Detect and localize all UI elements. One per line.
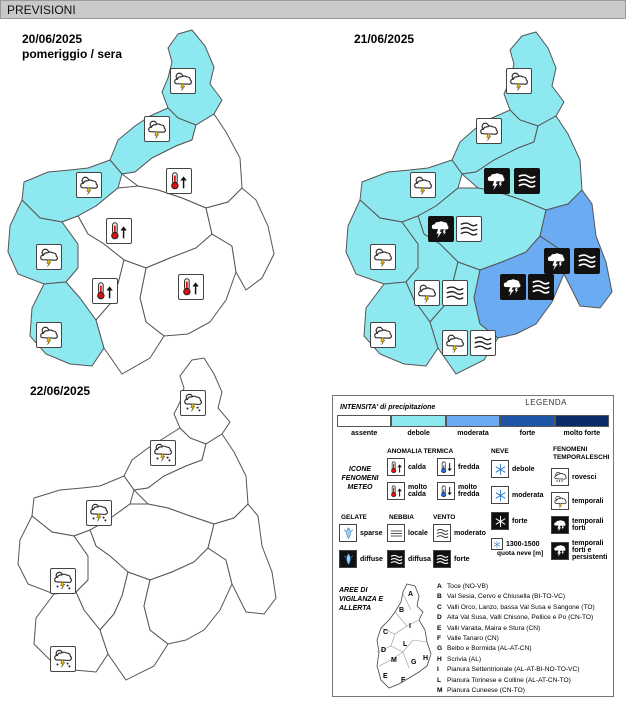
legend-panel [332, 395, 614, 697]
strong-storm-icon [544, 248, 570, 274]
legend-quota-label: quota neve [m] [497, 550, 544, 557]
hot-anomaly-icon [106, 218, 132, 244]
zones-minimap [373, 582, 435, 694]
aree-title: AREE DI VIGILANZA E ALLERTA [339, 587, 384, 612]
zone-item: E Valli Varaita, Maira e Stura (CN) [437, 624, 541, 632]
strong-wind-icon [433, 550, 451, 568]
minimap-letter: B [399, 607, 405, 614]
zone-item: I Pianura Settentrionale (AL-AT-BI-NO-TO-VC) [437, 666, 580, 674]
strong-storm-icon [500, 274, 526, 300]
legend-nebbia-diffusa: diffusa [387, 550, 431, 568]
legend-title: LEGENDA [525, 398, 567, 407]
legend-nebbia-locale: locale [387, 524, 428, 542]
legend-quota: 1300-1500 [491, 538, 539, 550]
zone-item: A Toce (NO-VB) [437, 583, 489, 590]
moderate-wind-icon [442, 280, 468, 306]
icons-title: ICONE FENOMENI METEO [341, 466, 379, 491]
storm-icon [36, 244, 62, 270]
storm-with-showers-icon [150, 440, 176, 466]
strong-storm-icon [428, 216, 454, 242]
minimap-letter: D [381, 647, 387, 654]
minimap-letter: C [383, 629, 389, 636]
showers-icon [551, 468, 569, 486]
fog-icon [387, 524, 405, 542]
hot-anomaly-icon [166, 168, 192, 194]
vento-title: VENTO [433, 514, 456, 521]
minimap-letter: H [423, 655, 429, 662]
intensity-labels [337, 430, 609, 437]
storm-icon [144, 116, 170, 142]
frost-icon [339, 550, 357, 568]
minimap-letter: I [409, 623, 411, 630]
storm-icon [476, 118, 502, 144]
strong-storm-icon [484, 168, 510, 194]
header-title: PREVISIONI [7, 3, 76, 17]
snow-icon [491, 460, 509, 478]
hot-icon [387, 458, 405, 476]
storm-icon [442, 330, 468, 356]
legend-temporali-persistenti: temporali forti e persistenti [551, 540, 613, 561]
map-day1 [0, 22, 330, 377]
legend-vento-forte: forte [433, 550, 470, 568]
hot-anomaly-icon [92, 278, 118, 304]
hot-anomaly-icon [178, 274, 204, 300]
storm-with-showers-icon [86, 500, 112, 526]
map-day3 [0, 376, 330, 705]
strong-storm-icon [551, 516, 569, 534]
intensity-label: molto forte [563, 430, 601, 437]
legend-neve-debole: debole [491, 460, 535, 478]
map-day2-date: 21/06/2025 [354, 32, 415, 46]
legend-temporali-forti: temporali forti [551, 516, 613, 534]
wind-icon [433, 524, 451, 542]
intensity-label: forte [519, 430, 536, 437]
fog-icon [387, 550, 405, 568]
intensity-title: INTENSITA' di precipitazione [340, 404, 436, 411]
fenomeni-title: FENOMENI TEMPORALESCHI [553, 446, 610, 461]
zones-list [437, 582, 595, 696]
storm-icon [370, 322, 396, 348]
swatch-molto-forte [555, 415, 609, 427]
minimap-letter: E [383, 673, 388, 680]
storm-icon [410, 172, 436, 198]
frost-icon [339, 524, 357, 542]
swatch-forte [500, 415, 554, 427]
legend-temporali: temporali [551, 492, 604, 510]
storm-with-showers-icon [50, 646, 76, 672]
legend-neve-forte: forte [491, 512, 528, 530]
storm-icon [36, 322, 62, 348]
minimap-letter: A [408, 591, 414, 598]
legend-neve-moderata: moderata [491, 486, 544, 504]
nebbia-title: NEBBIA [389, 514, 414, 521]
minimap-letter: G [411, 659, 417, 666]
zone-item: M Pianura Cuneese (CN-TO) [437, 687, 525, 695]
section-header [0, 0, 626, 19]
minimap-letter: F [401, 677, 406, 684]
legend-vento-moderato: moderato [433, 524, 486, 542]
storm-icon [414, 280, 440, 306]
intensity-label: assente [351, 430, 378, 437]
legend-molto-fredda: molto fredda [437, 482, 487, 500]
zone-item: D Alta Val Susa, Valli Chisone, Pellice e Po (CN-TO) [437, 614, 594, 622]
intensity-label: moderata [457, 430, 489, 437]
swatch-debole [391, 415, 445, 427]
minimap-letter: L [403, 641, 408, 648]
legend-rovesci: rovesci [551, 468, 597, 486]
anomalia-title: ANOMALIA TERMICA [387, 448, 454, 455]
swatch-assente [337, 415, 391, 427]
minimap-letter: M [391, 657, 397, 664]
strong-wind-icon [574, 248, 600, 274]
heavy-snow-icon [491, 512, 509, 530]
intensity-scale [337, 415, 609, 427]
zone-item: L Pianura Torinese e Colline (AL-AT-CN-TO) [437, 676, 571, 684]
legend-gelate-diffuse: diffuse [339, 550, 383, 568]
storm-with-showers-icon [180, 390, 206, 416]
snow-icon [491, 486, 509, 504]
storm-icon [370, 244, 396, 270]
strong-wind-icon [514, 168, 540, 194]
moderate-wind-icon [470, 330, 496, 356]
zone-item: C Valli Orco, Lanzo, bassa Val Susa e Sangone (TO) [437, 603, 595, 611]
legend-fredda: fredda [437, 458, 479, 476]
legend-calda: calda [387, 458, 426, 476]
storm-icon [506, 68, 532, 94]
persistent-storm-icon [551, 542, 569, 560]
map-day1-date: 20/06/2025 [22, 32, 83, 46]
neve-title: NEVE [491, 448, 509, 455]
zone-item: F Valle Tanaro (CN) [437, 635, 499, 643]
intensity-label: debole [407, 430, 430, 437]
map-day2 [330, 22, 630, 377]
swatch-moderata [446, 415, 500, 427]
moderate-wind-icon [456, 216, 482, 242]
cold-icon [437, 458, 455, 476]
storm-with-showers-icon [50, 568, 76, 594]
zone-item: H Scrivia (AL) [437, 655, 482, 663]
gelate-title: GELATE [341, 514, 367, 521]
map-day3-date: 22/06/2025 [30, 384, 91, 398]
very-cold-icon [437, 482, 455, 500]
zone-item: G Belbo e Bormida (AL-AT-CN) [437, 645, 532, 653]
storm-icon [170, 68, 196, 94]
map-day1-subtitle: pomeriggio / sera [22, 47, 123, 61]
strong-wind-icon [528, 274, 554, 300]
snow-icon [491, 538, 503, 550]
zone-item: B Val Sesia, Cervo e Chiusella (BI-TO-VC) [437, 593, 566, 601]
legend-molto-calda: molto calda [387, 482, 437, 500]
legend-gelate-sparse: sparse [339, 524, 383, 542]
storm-icon [76, 172, 102, 198]
very-hot-icon [387, 482, 405, 500]
storm-icon [551, 492, 569, 510]
